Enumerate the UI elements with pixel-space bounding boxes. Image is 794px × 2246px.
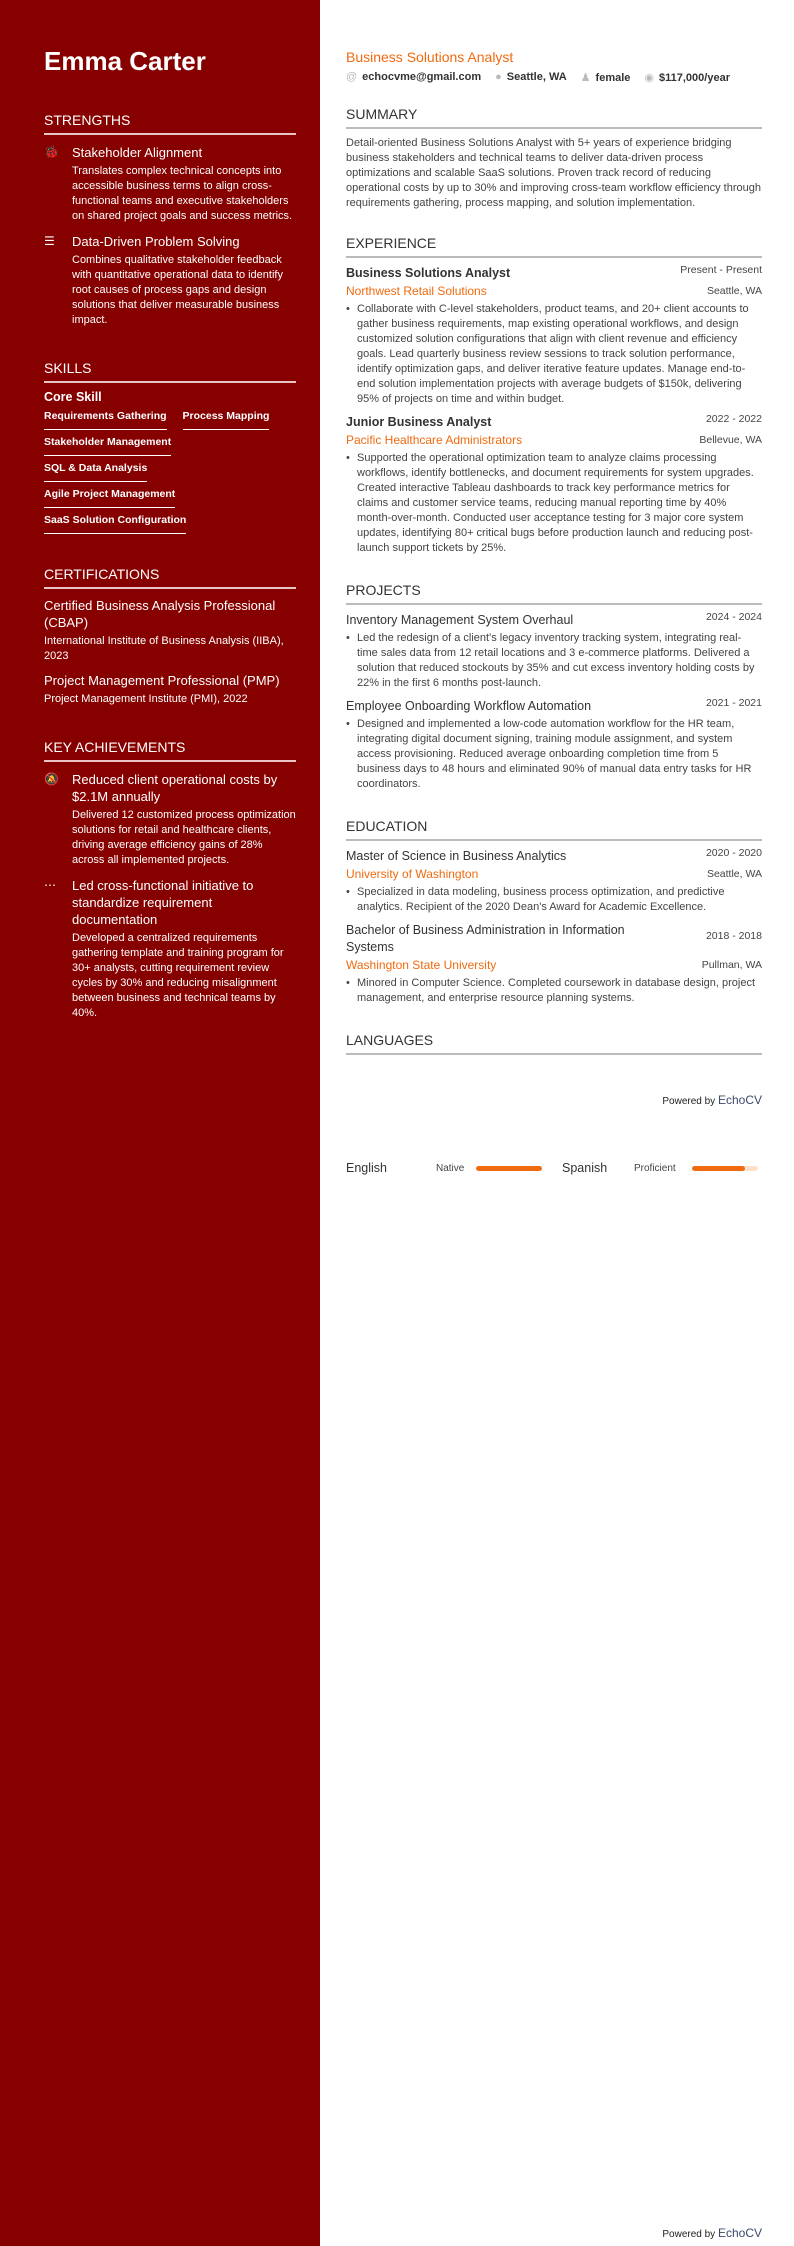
strength-item [44,144,296,224]
main-content [346,0,762,1175]
experience-item [346,407,762,556]
strength-desc: Translates complex technical concepts into accessible business terms to align cross-functional teams and executive stakeholders on shared project goals and success metrics. [72,165,293,222]
language-level: Native [436,1162,465,1174]
strength-title: Stakeholder Alignment [72,145,203,160]
achievement-desc: Delivered 12 customized process optimization solutions for retail and healthcare clients, driving average efficiency gains of 28% across all implemented projects. [72,809,296,866]
cert-name: Project Management Professional (PMP) [44,673,280,688]
job-title: Junior Business Analyst [346,415,492,429]
strength-desc: Combines qualitative stakeholder feedback with quantitative operational data to identify root causes of process gaps and design solutions that deliver measurable business impact. [72,254,283,326]
project-dates: 2024 - 2024 [705,611,762,623]
skill-tag: SaaS Solution Configuration [44,510,186,534]
salary: $117,000/year [659,72,730,84]
sidebar [0,0,320,2246]
job-role: Business Solutions Analyst [346,49,514,65]
summary-heading: SUMMARY [346,106,762,129]
project-bullet: • Designed and implemented a low-code automation workflow for the HR team, integrating digital document signing, training module assignment, and system access provisioning. Reduced average onboarding completion time from 5 business days to 48 hours and eliminated 90% of manual data entry tasks for HR coordinators. [346,717,762,792]
location: Seattle, WA [506,71,567,83]
job-location: Bellevue, WA [699,434,762,446]
job-location: Seattle, WA [706,285,762,297]
powered-by-label: Powered by [662,2229,716,2240]
muted-bell-icon: 🔕 [44,772,59,786]
edu-location: Pullman, WA [701,959,762,971]
skill-tag: Requirements Gathering [44,406,167,430]
job-bullet: • Supported the operational optimization team to analyze claims processing workflows, identify bottlenecks, and document requirements for system upgrades. Created interactive Tableau dashboards to track key performance metrics for claims and customer service teams, reducing manual reporting time by 40% month-over-month. Conducted user acceptance testing for 3 major core system updates, identifying 80+ critical bugs before production launch and reducing post-launch support tickets by 25%. [346,451,762,556]
languages-list [346,1161,762,1175]
language-name: Spanish [562,1161,608,1175]
cert-issuer: International Institute of Business Analysis (IIBA), 2023 [44,635,284,662]
language-bar [692,1166,758,1171]
edu-dates: 2020 - 2020 [705,847,762,859]
edu-dates: 2018 - 2018 [705,929,762,942]
cert-issuer: Project Management Institute (PMI), 2022 [44,693,248,705]
skill-group: Core Skill [44,390,102,404]
strengths-heading: STRENGTHS [44,112,296,135]
summary-text: Detail-oriented Business Solutions Analyst with 5+ years of experience bridging business stakeholders and technical teams to deliver data-driven process optimizations and scalable SaaS solutions. Proven track record of reducing operational costs by up to 30% and improving cross-team workflow efficiency through requirements gathering, process mapping, and solution implementation. [346,137,761,209]
language-name: English [346,1161,387,1175]
footer-powered-by [600,2226,762,2240]
company: Pacific Healthcare Administrators [346,433,523,447]
language-bar [476,1166,542,1171]
project-bullet: • Led the redesign of a client's legacy inventory tracking system, integrating real-time sales data from 12 retail locations and 3 e-commerce platforms. Delivered a solution that reduced stockouts by 35% and cut excess inventory holding costs by 22% in the first 6 months post-launch. [346,631,762,691]
achievements-heading: KEY ACHIEVEMENTS [44,739,296,762]
powered-by-label: Powered by [662,1096,716,1107]
company: Northwest Retail Solutions [346,284,487,298]
project-item [346,691,762,792]
edu-location: Seattle, WA [706,868,762,880]
email[interactable]: echocvme@gmail.com [362,71,482,83]
school: University of Washington [346,867,479,881]
experience-item [346,258,762,407]
candidate-name: Emma Carter [44,46,206,76]
at-icon: @ [346,71,358,83]
job-title: Business Solutions Analyst [346,266,511,280]
language-bar-fill [692,1166,745,1171]
skill-tag: Process Mapping [183,406,270,430]
certifications-heading: CERTIFICATIONS [44,566,296,589]
achievement-desc: Developed a centralized requirements gathering template and training program for 30+ analysts, cutting requirement review cycles by 30% and reducing misalignment between business and technical teams by 40%. [72,932,284,1019]
job-dates: Present - Present [680,264,762,276]
projects-heading: PROJECTS [346,582,762,605]
experience-heading: EXPERIENCE [346,235,762,258]
cert-name: Certified Business Analysis Professional (CBAP) [44,598,276,630]
edu-bullet: • Specialized in data modeling, business process optimization, and predictive analytics. Recipient of the 2020 Dean's Award for Academic Excellence. [346,885,762,915]
project-title: Inventory Management System Overhaul [346,613,574,627]
education-heading: EDUCATION [346,818,762,841]
education-item [346,841,762,915]
degree: Master of Science in Business Analytics [346,849,567,863]
languages-heading: LANGUAGES [346,1032,762,1055]
degree: Bachelor of Business Administration in Information Systems [346,923,625,954]
achievement-title: Reduced client operational costs by $2.1M annually [72,772,278,804]
skill-tag: Agile Project Management [44,484,175,508]
education-item [346,915,762,1006]
strength-title: Data-Driven Problem Solving [72,234,240,249]
skill-tag: SQL & Data Analysis [44,458,147,482]
achievement-title: Led cross-functional initiative to standardize requirement documentation [72,878,254,927]
skills-list [44,404,296,534]
school: Washington State University [346,958,497,972]
job-dates: 2022 - 2022 [705,413,762,425]
gender: female [595,72,631,84]
skills-heading: SKILLS [44,360,296,383]
powered-by [346,1093,762,1107]
achievement-item [44,877,296,1021]
contact-bar [346,71,762,84]
list-icon: ☰ [44,234,55,248]
money-icon: ◉ [644,72,655,84]
brand-link[interactable]: EchoCV [717,1093,762,1107]
more-dots-icon: ⋯ [44,878,56,892]
language-level: Proficient [634,1162,676,1174]
project-item [346,605,762,691]
person-icon: ♟ [580,72,591,84]
project-dates: 2021 - 2021 [705,697,762,709]
bug-icon: 🐞 [44,145,59,159]
achievement-item [44,771,296,868]
skill-tag: Stakeholder Management [44,432,171,456]
brand-link[interactable]: EchoCV [717,2226,762,2240]
strength-item [44,233,296,328]
job-bullet: • Collaborate with C-level stakeholders, product teams, and 20+ client accounts to gather business requirements, map existing operational workflows, and design customized solution configurations that align with client revenue and efficiency goals. Lead quarterly business review sessions to track solution performance, identify optimization gaps, and deliver iterative feature updates. Manage end-to-end solution implementation projects with average budgets of $150k, delivering 95% of projects on time and within budget. [346,302,762,407]
language-bar-fill [476,1166,542,1171]
location-pin-icon: ● [495,71,502,83]
edu-bullet: • Minored in Computer Science. Completed coursework in database design, project management, and enterprise resource planning systems. [346,976,762,1006]
project-title: Employee Onboarding Workflow Automation [346,699,592,713]
